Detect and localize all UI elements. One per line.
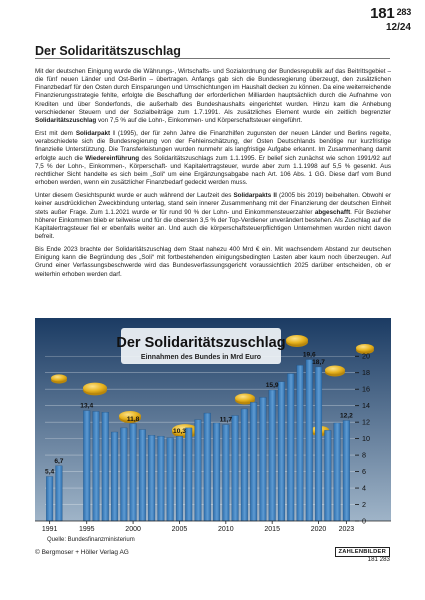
bar-1992: [56, 466, 63, 521]
bar-2010: [222, 425, 229, 521]
text-run: Unter diesem Gesichtspunkt wurde er auch während der Laufzeit des: [35, 192, 234, 200]
emphasis-text: Solidarpakts II: [233, 192, 277, 200]
bar-1991: [46, 477, 53, 521]
bar-2022: [334, 423, 341, 521]
emphasis-text: Wiedereinführung: [85, 154, 140, 162]
text-run: Bis Ende 2023 brachte der Solidaritätszuschlag dem Staat nahezu 400 Mrd € ein. Mit wachsendem Abstand zur deutschen Einigung kann die Begründung des „Soli“ mit fortbestehenden einigungsbedingten Lasten aber kaum noch überzeugen. Auf Grund einer Verfassungsbeschwerde wird das Bundesverfassungsgericht voraussichtlich 2025 darüber entscheiden, ob er weiterhin erhoben werden darf.: [35, 246, 391, 278]
bar-2016: [278, 382, 285, 521]
value-label-2010: 11,7: [219, 416, 233, 424]
bar-1996: [93, 411, 100, 521]
bar-2009: [213, 423, 220, 521]
value-label-1995: 13,4: [80, 402, 94, 410]
bar-2004: [167, 438, 174, 521]
bar-2013: [250, 402, 257, 521]
bar-2007: [195, 420, 202, 521]
value-label-1991: 5,4: [45, 468, 55, 476]
text-run: (1995), der für zehn Jahre die Finanzhilfen zugunsten der neuen Länder und Berlins regelte, verabschiedete sich die Bundesregierung von der Fehleinschätzung, der Osten Deutschlands benötige nur kurzfristige finanzielle Unterstützung. Die Transferleistungen wurden nunmehr als langfristige Aufgabe erkannt. Im Zusammenhang damit erfolgte auch die: [35, 130, 391, 162]
coin-shape: [286, 335, 308, 345]
value-label-2019: 19,6: [302, 351, 316, 359]
bar-2001: [139, 430, 146, 521]
bar-1997: [102, 412, 109, 521]
revenue-chart: [35, 318, 391, 546]
y-tick-label: 10: [362, 434, 370, 444]
bar-2021: [324, 430, 331, 521]
chart-source: Quelle: Bundesfinanzministerium: [47, 537, 135, 543]
paragraph: [35, 68, 391, 125]
x-tick-label: 1991: [41, 526, 58, 533]
value-label-1992: 6,7: [54, 457, 64, 465]
x-tick-label: 2010: [218, 526, 234, 533]
value-label-2020: 18,7: [312, 358, 325, 366]
text-run: Mit der deutschen Einigung wurde die Währungs-, Wirtschafts- und Sozialordnung der Bundesrepublik auf das Beitrittsgebiet – die fünf neuen Länder und Ost-Berlin – übertragen. Anfangs gab sich die Bundesregierung überzeugt, den zusätzlichen Finanzbedarf für den Osten durch Einsparungen und Umschichtungen im Haushalt decken zu können. Da eine weiterreichende Finanzierungsstrategie fehlte, erfolgte die Beschaffung der erforderlichen Milliarden hauptsächlich durch die Aufnahme von Krediten und über Sonderfonds, die außerhalb des Bundeshaushalts eingerichtet wurden. Hinzu kam die Anhebung verschiedener Steuern und der Sozialbeiträge zum 1.7.1991. Als zusätzliches Element wurde ein zeitlich begrenzter: [35, 68, 391, 116]
x-tick-label: 2005: [171, 526, 188, 533]
revenue-chart-svg: [35, 318, 391, 546]
issue-number: 12/24: [385, 22, 411, 33]
bar-2020: [315, 367, 322, 521]
bar-1998: [111, 432, 118, 521]
bar-1995: [83, 411, 90, 521]
text-run: . Für Bezieher höherer Einkommen blieb er teilweise und für die obersten 3,5 % der Top-Verdiener unverändert bestehen. Als Zuschlag auf die Kapitalertragsteuer fiel er ebenfalls weiter an. Und auch die körperschaftsteuerpflichtigen Unternehmen wurden nicht davon befreit.: [35, 208, 391, 240]
y-tick-label: 0: [362, 516, 366, 526]
sheet-number: 181 $^{283}$: [370, 5, 411, 22]
bar-2002: [148, 435, 155, 521]
y-tick-label: 16: [362, 384, 370, 394]
bar-2006: [185, 428, 192, 521]
text-run: (2005 bis 2019) beibehalten. Obwohl er keiner ausdrücklichen Zweckbindung unterlag, stand sein innerer Zusammenhang mit der Finanzierung der deutschen Einheit stets außer Frage. Zum 1.1.2021 wurde er für rund 90 % der Lohn- und Einkommensteuerzahler: [35, 192, 391, 216]
y-tick-label: 18: [362, 368, 370, 378]
y-tick-label: 8: [362, 450, 366, 460]
bar-2008: [204, 413, 211, 521]
x-tick-label: 1995: [78, 526, 95, 533]
bar-2014: [260, 397, 267, 521]
text-run: von 7,5 % auf die Lohn-, Einkommen- und Körperschaftsteuer eingeführt.: [96, 116, 303, 124]
x-tick-label: 2000: [125, 526, 141, 533]
bar-2012: [241, 409, 248, 521]
value-label-2005: 10,3: [173, 428, 186, 436]
bar-2000: [130, 424, 137, 521]
publisher-credit: © Bergmoser + Höller Verlag AG: [35, 549, 129, 556]
y-tick-label: 12: [362, 417, 370, 427]
text-run: Erst mit dem: [35, 130, 76, 138]
title-divider: [35, 58, 390, 59]
bar-2011: [232, 416, 239, 521]
x-tick-label: 2015: [264, 526, 280, 533]
paragraph: [35, 246, 391, 279]
coin-shape: [235, 394, 255, 403]
bar-2003: [158, 436, 165, 521]
x-tick-label: 2020: [310, 526, 327, 533]
bar-2023: [343, 420, 350, 521]
footer-code: 181 283: [367, 556, 390, 563]
x-axis: [42, 521, 354, 533]
emphasis-text: Solidarpakt I: [75, 130, 115, 138]
value-label-2000: 11,8: [126, 415, 140, 423]
value-label-2023: 12,2: [339, 412, 353, 420]
page-footer: [35, 547, 390, 561]
y-tick-label: 2: [362, 500, 366, 510]
text-run: des Solidaritätszuschlags zum 1.1.1995. Er belief sich zunächst wie schon 1991/92 auf 7,5 % der Lohn-, Einkommen-, Körperschaft- und Kapitalertragsteuer, wurde aber zum 1.1.1998 auf 5,5 % gesenkt. Aus rechtlicher Sicht handelte es sich beim „Soli“ um eine Ergänzungsabgabe nach Art. 106 Abs. 1 GG. Diese darf vom Bund erhoben werden, wenn ein zusätzlicher Finanzbedarf gedeckt werden muss.: [35, 154, 391, 187]
paragraph: [35, 192, 391, 241]
y-tick-label: 6: [362, 467, 366, 477]
chart-title-box: [116, 328, 285, 364]
page-title: Der Solidaritätszuschlag: [35, 44, 181, 58]
coin-shape: [83, 383, 107, 394]
y-tick-label: 20: [362, 351, 370, 361]
coin-shape: [325, 366, 345, 375]
y-tick-label: 4: [362, 483, 366, 493]
bar-2017: [287, 374, 294, 521]
zahlenbilder-logo: ZAHLENBILDER: [335, 547, 390, 557]
x-tick-label: 2023: [338, 526, 355, 533]
bar-2018: [297, 365, 304, 521]
value-label-2015: 15,9: [265, 382, 279, 390]
bar-2015: [269, 390, 276, 521]
paragraph: [35, 130, 391, 187]
emphasis-text: Solidaritätszuschlag: [35, 116, 97, 124]
bar-2019: [306, 360, 313, 521]
coin-shape: [51, 374, 67, 381]
emphasis-text: abgeschafft: [314, 208, 351, 216]
chart-title: Der Solidaritätszuschlag: [116, 335, 286, 351]
bar-1999: [120, 428, 127, 521]
page-number: [370, 6, 411, 33]
bar-2005: [176, 436, 183, 521]
y-tick-label: 14: [362, 401, 370, 411]
chart-subtitle: Einnahmen des Bundes in Mrd Euro: [140, 354, 262, 361]
article-body: [35, 68, 391, 284]
